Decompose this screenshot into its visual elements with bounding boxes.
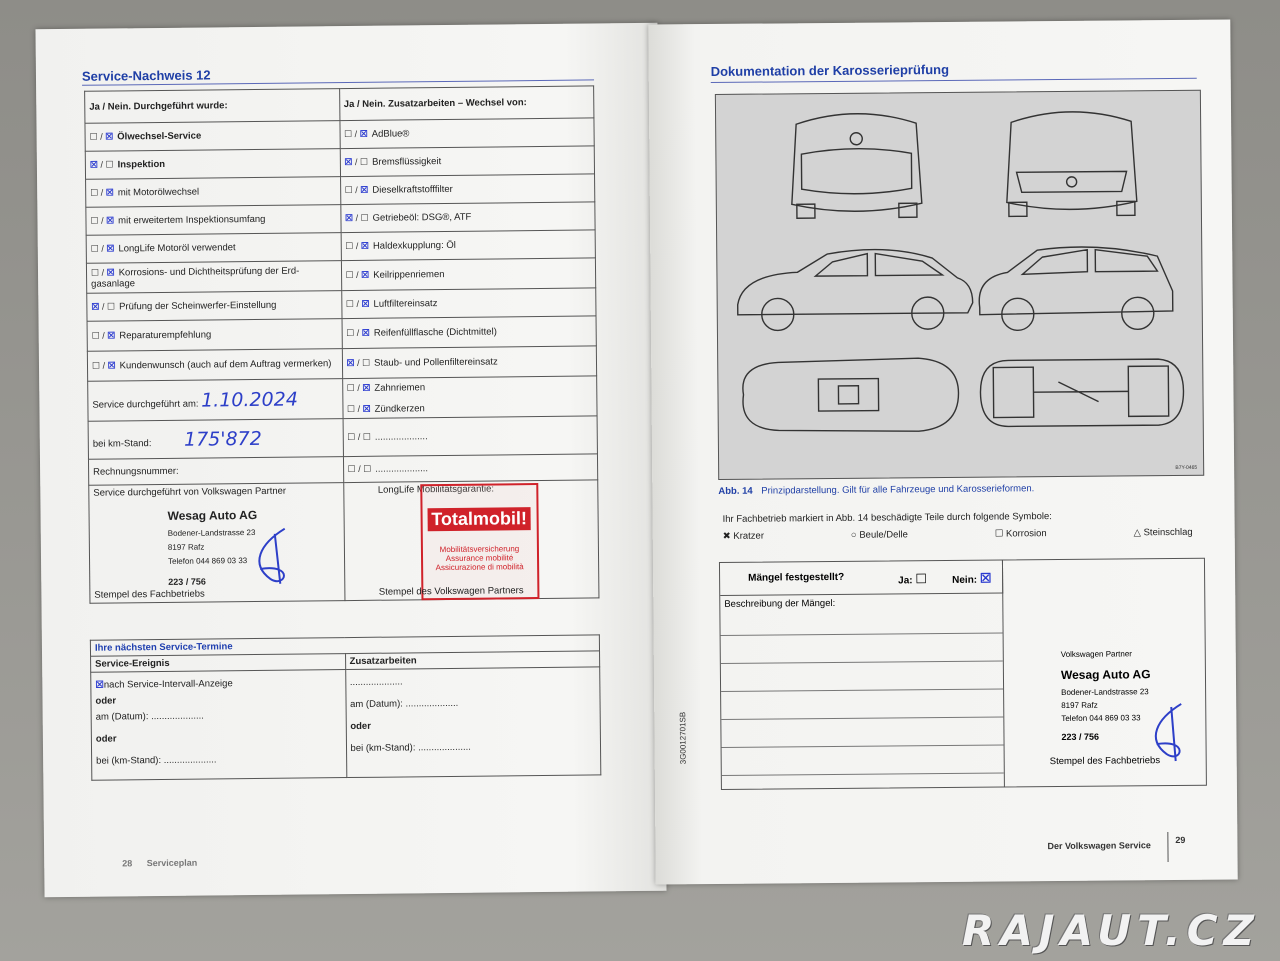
checkbox[interactable]: ☐ / ☒ [90,215,115,226]
symbol-corrosion: ☐ Korrosion [994,528,1047,540]
defects-form [719,558,1207,790]
no-option[interactable]: Nein: ☒ [952,570,992,586]
row-label: Keilrippenriemen [373,269,445,281]
row-label: Prüfung der Scheinwerfer-Einstellung [118,299,277,313]
row-label: Inspektion [117,158,166,171]
table-row [342,316,597,349]
dots: .................... [418,741,471,754]
page-label: Serviceplan [146,857,198,869]
page-title: Service-Nachweis 12 [81,67,211,84]
instruction-text: Ihr Fachbetrieb markiert in Abb. 14 beschädigte Teile durch folgende Symbole: [722,511,1052,525]
table-row [340,146,595,177]
side-code: 3G0012701SB [678,711,688,765]
checkbox[interactable]: ☐ / ☒ [346,382,371,393]
description-label: Beschreibung der Mängel: [724,597,836,610]
figure-code: B7Y-0465 [1175,464,1198,471]
symbol-label: Korrosion [1005,528,1047,540]
line [721,716,1003,719]
km-value: 175'872 [183,427,262,451]
row-label: AdBlue® [371,128,410,140]
row-label: Korrosions- und Dichtheitsprüfung der Erd-gasanlage [91,265,300,290]
line [722,744,1004,747]
watermark: RAJAUT.CZ [962,906,1260,955]
next-col1: Service-Ereignis [91,654,346,673]
checkbox[interactable]: ☐ / ☒ [344,184,369,196]
oder-label: oder [95,733,117,745]
table-row [341,258,596,291]
checkbox[interactable]: ☐ / ☒ [345,240,369,252]
table-row [85,121,340,152]
no-label: Nein: [952,574,978,586]
table-row [340,202,595,233]
dealer-partner: Volkswagen Partner [1060,649,1132,659]
caption-label: Abb. 14 [718,485,753,497]
row-label: mit erweitertem Inspektionsumfang [118,213,266,227]
km-label: bei km-Stand: [92,437,152,450]
checkbox[interactable]: ☐ / ☒ [90,266,115,278]
checkbox[interactable]: ☐ / ☒ [346,327,370,339]
row-label: Reifenfüllflasche (Dichtmittel) [373,326,497,339]
dots: .................... [163,754,217,766]
table-row [341,288,596,319]
page-title: Dokumentation der Karosserieprüfung [710,61,950,80]
line [722,772,1004,775]
footer-label: Der Volkswagen Service [1047,840,1151,852]
dealer-street: Bodener-Landstrasse 23 [1061,687,1149,697]
table-row [89,483,345,604]
form-divider [1002,560,1005,786]
checkbox[interactable]: ☒ / ☐ [346,357,371,369]
checkbox[interactable]: ☒ / ☐ [344,156,369,168]
checkbox[interactable]: ☐ / ☒ [89,131,114,142]
car-views-illustration [716,91,1203,479]
checkbox[interactable]: ☐ / ☐ [347,431,371,443]
col2-header: Ja / Nein. Zusatzarbeiten – Wechsel von: [339,86,594,121]
checkbox[interactable]: ☐ / ☒ [91,330,116,341]
dealer-city: 8197 Rafz [1061,700,1098,710]
km-label: bei (km-Stand): [350,742,416,755]
row-label: Reparaturempfehlung [119,329,212,342]
service-date-value: 1.10.2024 [201,388,298,412]
next-service-extras [345,667,601,778]
checkbox[interactable]: ☐ / ☒ [344,128,368,140]
totalmobil-line1: Mobilitätsversicherung [439,544,520,555]
page-footer [122,858,197,869]
symbol-legend [723,527,1193,542]
oder-label: oder [95,695,117,707]
dots: .................... [375,463,429,475]
km-label: bei (km-Stand): [96,755,162,767]
dots: .................... [374,431,428,443]
symbol-label: Steinschlag [1143,526,1193,539]
dealer-city: 8197 Rafz [167,542,205,552]
checkbox[interactable]: ☐ / ☒ [346,403,371,414]
row-label: Kundenwunsch (auch auf dem Auftrag vermerken) [119,358,332,372]
dealer-phone: Telefon 044 869 03 33 [168,556,248,566]
row-label: Getriebeöl: DSG®, ATF [372,211,472,224]
next-service-table [90,634,601,780]
table-row [88,379,343,422]
totalmobil-title: Totalmobil! [427,507,531,531]
totalmobil-line2: Assurance mobilité [445,553,514,564]
table-row [88,419,343,460]
right-page [648,19,1237,884]
stamp-label: Stempel des Fachbetriebs [94,588,205,601]
table-row [342,376,597,419]
dots: .................... [405,697,459,710]
table-row [339,118,594,149]
dealer-code: 223 / 756 [1061,731,1100,742]
table-row [341,230,596,261]
vw-stamp-label: Stempel des Volkswagen Partners [378,585,524,598]
checkbox[interactable]: ☐ / ☐ [347,463,372,475]
next-service-title: Ihre nächsten Service-Termine [90,635,599,656]
symbol-scratch: ✖ Kratzer [722,530,765,542]
left-page [35,23,666,897]
yes-label: Ja: [898,575,913,587]
line [721,632,1003,635]
row-label: Haldexkupplung: Öl [372,239,456,252]
row-label: Zündkerzen [374,402,425,415]
longlife-label: LongLife Mobilitätsgarantie: [377,483,495,496]
table-row [340,174,595,205]
table-row [88,457,343,486]
checkbox[interactable]: ☐ / ☒ [90,187,114,198]
row-label: Ölwechsel-Service [117,130,202,143]
checkbox[interactable]: ☒ / ☐ [91,301,116,312]
checkbox[interactable]: ☒ / ☐ [344,212,369,224]
table-row [343,416,598,457]
dealer-street: Bodener-Landstrasse 23 [167,528,256,538]
line [721,660,1003,663]
checkbox[interactable]: ☒ / ☐ [89,159,114,170]
checkbox[interactable]: ☐ / ☒ [91,360,116,371]
caption-text: Prinzipdarstellung. Gilt für alle Fahrzeuge und Karosserieformen. [761,483,1035,497]
row-label: Luftfiltereinsatz [373,298,438,310]
signature [240,524,301,595]
defects-question [720,560,1003,595]
date-label: am (Datum): [95,711,149,723]
table-row [342,346,597,379]
table-row [85,149,340,180]
checkbox[interactable]: ☐ / ☒ [90,243,115,254]
next-service-events: ☒nach Service-Intervall-Anzeige oder am (Datum): .................... oder bei (km-Stand): .................... [91,670,347,781]
symbol-label: Beule/Delle [859,529,908,541]
totalmobil-line3: Assicurazione di mobilità [435,562,524,573]
service-date-label: Service durchgeführt am: [92,398,199,411]
dealer-stamp [1061,647,1151,744]
table-row [343,454,598,483]
line [721,688,1003,691]
row-label: LongLife Motoröl verwendet [118,242,236,255]
dealer-name: Wesag Auto AG [167,507,258,523]
table-row [86,261,341,294]
dealer-phone: Telefon 044 869 03 33 [1061,713,1141,723]
totalmobil-stamp [420,483,539,600]
dealer-name: Wesag Auto AG [1060,667,1151,682]
defects-label: Mängel festgestellt? [748,571,845,584]
row-label: Staub- und Pollenfiltereinsatz [374,356,498,369]
symbol-stonechip: △ Steinschlag [1133,526,1193,539]
oder-label: oder [350,720,371,733]
row-label: Bremsflüssigkeit [371,156,442,168]
row-label: Zahnriemen [374,381,426,394]
service-table [84,85,599,603]
checkbox[interactable]: ☐ / ☒ [345,269,370,281]
next-col2: Zusatzarbeiten [345,651,600,670]
dots: .................... [349,676,403,689]
page-number: 28 [122,858,133,869]
col1-header: Ja / Nein. Durchgeführt wurde: [85,89,340,124]
symbol-dent: ○ Beule/Delle [850,529,908,541]
page-number: 29 [1175,834,1186,845]
footer-divider [1167,832,1168,862]
table-row [87,291,342,322]
stamp-label: Stempel des Fachbetriebs [1049,755,1161,768]
table-row [87,349,342,382]
checkbox[interactable]: ☐ / ☒ [345,298,370,310]
date-label: am (Datum): [350,698,403,711]
row-label: Dieselkraftstofffilter [372,183,453,196]
dots: .................... [151,710,204,723]
table-row [86,205,341,236]
car-body-diagram [715,90,1204,480]
row-label: mit Motorölwechsel [117,186,200,199]
table-row [86,177,341,208]
symbol-label: Kratzer [733,530,765,542]
invoice-label: Rechnungsnummer: [93,465,179,478]
title-rule [711,78,1197,83]
next-item: nach Service-Intervall-Anzeige [103,678,233,691]
dealer-code: 223 / 756 [168,576,206,587]
figure-caption [718,483,1034,497]
yes-option[interactable]: Ja: ☐ [898,571,928,587]
table-row [343,480,599,601]
table-row [87,319,342,352]
partner-label: Service durchgeführt von Volkswagen Partner [93,485,287,499]
table-row [86,233,341,264]
